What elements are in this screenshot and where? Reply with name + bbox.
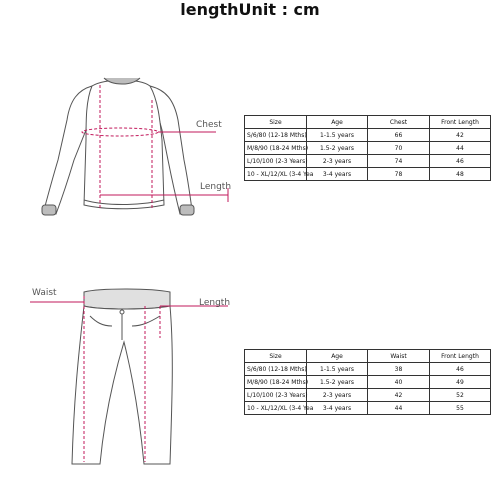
cell-front-length: 44	[430, 142, 491, 155]
cell-chest: 78	[368, 168, 430, 181]
header-age: Age	[307, 350, 368, 363]
top-size-table	[244, 115, 491, 181]
table-row	[245, 155, 491, 168]
cell-size: 10 - XL/12/XL (3-4 Yea	[245, 402, 307, 415]
header-waist: Waist	[368, 350, 430, 363]
header-size: Size	[245, 116, 307, 129]
table-header-row	[245, 350, 491, 363]
cell-size: S/6/80 (12-18 Mths)	[245, 129, 307, 142]
cell-chest: 70	[368, 142, 430, 155]
cell-age: 3-4 years	[307, 168, 368, 181]
sweatshirt-figure	[0, 60, 240, 230]
cell-front-length: 49	[430, 376, 491, 389]
pants-illustration	[0, 282, 240, 472]
cell-waist: 38	[368, 363, 430, 376]
cell-age: 1.5-2 years	[307, 142, 368, 155]
table-row	[245, 389, 491, 402]
cell-front-length: 42	[430, 129, 491, 142]
sweatshirt-illustration	[0, 60, 240, 230]
table-row	[245, 376, 491, 389]
cell-size: S/6/80 (12-18 Mths)	[245, 363, 307, 376]
header-chest: Chest	[368, 116, 430, 129]
table-row	[245, 363, 491, 376]
cell-size: M/8/90 (18-24 Mths)	[245, 142, 307, 155]
cell-size: M/8/90 (18-24 Mths)	[245, 376, 307, 389]
cell-age: 1.5-2 years	[307, 376, 368, 389]
cell-age: 2-3 years	[307, 155, 368, 168]
header-size: Size	[245, 350, 307, 363]
cell-size: 10 - XL/12/XL (3-4 Yea	[245, 168, 307, 181]
cell-chest: 66	[368, 129, 430, 142]
table-header-row	[245, 116, 491, 129]
table-row	[245, 402, 491, 415]
bottom-size-table	[244, 349, 491, 415]
cell-front-length: 52	[430, 389, 491, 402]
cell-waist: 42	[368, 389, 430, 402]
table-row	[245, 168, 491, 181]
chest-label: Chest	[196, 120, 222, 130]
cell-age: 1-1.5 years	[307, 363, 368, 376]
cell-front-length: 55	[430, 402, 491, 415]
pants-figure	[0, 282, 240, 472]
cell-age: 3-4 years	[307, 402, 368, 415]
cell-chest: 74	[368, 155, 430, 168]
cell-age: 2-3 years	[307, 389, 368, 402]
table-row	[245, 129, 491, 142]
table-row	[245, 142, 491, 155]
cell-size: L/10/100 (2-3 Years)	[245, 155, 307, 168]
cell-waist: 44	[368, 402, 430, 415]
cell-front-length: 48	[430, 168, 491, 181]
cell-size: L/10/100 (2-3 Years)	[245, 389, 307, 402]
cell-front-length: 46	[430, 155, 491, 168]
waist-label: Waist	[32, 288, 57, 298]
header-front-length: Front Length	[430, 116, 491, 129]
top-length-label: Length	[200, 182, 232, 192]
page-title: lengthUnit : cm	[180, 0, 320, 19]
header-age: Age	[307, 116, 368, 129]
cell-waist: 40	[368, 376, 430, 389]
cell-age: 1-1.5 years	[307, 129, 368, 142]
cell-front-length: 46	[430, 363, 491, 376]
header-front-length: Front Length	[430, 350, 491, 363]
bottom-length-label: Length	[199, 298, 231, 308]
